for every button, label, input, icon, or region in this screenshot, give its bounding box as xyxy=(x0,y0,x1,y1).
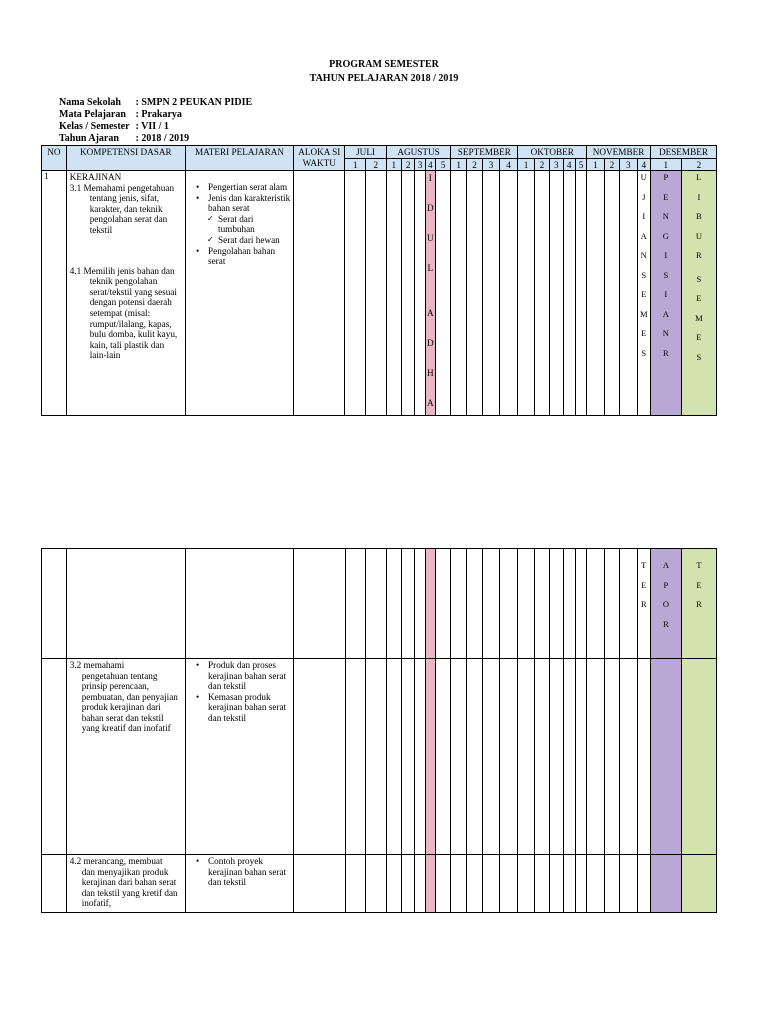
rapor-column: A P O R xyxy=(650,549,681,659)
week-september-4: 4 xyxy=(499,158,518,171)
materi-subitem: ✓ Serat dari tumbuhan xyxy=(188,214,291,235)
header-no: NO xyxy=(42,146,67,171)
week-november-1: 1 xyxy=(587,158,604,171)
week-oktober-1: 1 xyxy=(518,158,534,171)
materi-item: • Produk dan proses kerajinan bahan serat dan tekstil xyxy=(188,660,291,692)
week-oktober-4: 4 xyxy=(563,158,575,171)
materi-cell xyxy=(186,171,294,416)
info-year: Tahun Ajaran : 2018 / 2019 xyxy=(59,133,190,144)
materi-item: • Kemasan produk kerajinan bahan serat dan tekstil xyxy=(188,692,291,724)
week-agustus-4: 4 xyxy=(425,158,435,171)
week-juli-1: 1 xyxy=(345,158,366,171)
header-alokasi: ALOKA SI WAKTU xyxy=(294,146,345,171)
week-september-2: 2 xyxy=(466,158,482,171)
kd-3-1: 3.1 Memahami pengetahuan tentang jenis, sifat, karakter, dan teknik pengolahan serat dan tekstil xyxy=(69,182,175,236)
materi-item: • Pengertian serat alam xyxy=(188,182,291,193)
page-title: PROGRAM SEMESTER xyxy=(329,59,439,70)
week-november-4: 4 xyxy=(637,158,650,171)
header-materi: MATERI PELAJARAN xyxy=(186,146,294,171)
materi-item: • Pengolahan bahan serat xyxy=(188,246,291,267)
kd-4-1: 4.1 Memilih jenis bahan dan teknik pengolahan serat/tekstil yang sesuai dengan potensi daerah setempat (misal: rumput/ilalang, kapas, bulu domba, kulit kayu, kain, tali plastik dan lain-lain xyxy=(69,265,178,361)
week-desember-2: 2 xyxy=(681,158,716,171)
materi-cell xyxy=(186,855,294,913)
kd-4-2: 4.2 merancang, membuat dan menyajikan produk kerajinan dari bahan serat dan tekstil yang kretif dan inofatif, xyxy=(66,855,185,913)
week-september-3: 3 xyxy=(483,158,499,171)
kompetensi-dasar-cell xyxy=(66,171,185,416)
table-row xyxy=(42,855,717,913)
week-agustus-3: 3 xyxy=(415,158,425,171)
week-september-1: 1 xyxy=(451,158,466,171)
week-november-3: 3 xyxy=(620,158,637,171)
kd-3-2: 3.2 memahami pengetahuan tentang prinsip perencaan, pembuatan, dan penyajian produk kerajinan dari bahan serat dan tekstil yang kreatif dan inofatif xyxy=(66,659,185,855)
month-agustus: AGUSTUS xyxy=(386,146,451,159)
schedule-table-top xyxy=(41,145,717,416)
week-oktober-3: 3 xyxy=(550,158,563,171)
table-row xyxy=(42,171,717,416)
info-subject: Mata Pelajaran : Prakarya xyxy=(59,109,182,120)
table-row xyxy=(42,549,717,659)
ujian-semester-column: U J I A N S E M E S xyxy=(637,171,650,416)
info-class: Kelas / Semester : VII / 1 xyxy=(59,121,169,132)
week-november-2: 2 xyxy=(604,158,619,171)
idul-adha-column: I D U L A D H A xyxy=(425,171,435,416)
libur-continued-column: T E R xyxy=(681,549,716,659)
month-desember: DESEMBER xyxy=(650,146,716,159)
table-row xyxy=(42,659,717,855)
header-kompetensi-dasar: KOMPETENSI DASAR xyxy=(66,146,185,171)
week-oktober-2: 2 xyxy=(534,158,549,171)
page-subtitle: TAHUN PELAJARAN 2018 / 2019 xyxy=(309,73,459,84)
schedule-table-bottom xyxy=(41,548,717,913)
materi-item: • Jenis dan karakteristik bahan serat xyxy=(188,193,291,214)
week-juli-2: 2 xyxy=(366,158,387,171)
row-number: 1 xyxy=(42,171,67,416)
month-november: NOVEMBER xyxy=(587,146,651,159)
week-agustus-2: 2 xyxy=(402,158,415,171)
month-september: SEPTEMBER xyxy=(451,146,518,159)
pengisian-rapor-column: P E N G I S I A N R xyxy=(650,171,681,416)
month-oktober: OKTOBER xyxy=(518,146,587,159)
month-juli: JULI xyxy=(345,146,386,159)
section-title: KERAJINAN xyxy=(69,172,122,183)
materi-cell xyxy=(186,659,294,855)
week-oktober-5: 5 xyxy=(575,158,586,171)
week-agustus-5: 5 xyxy=(435,158,450,171)
week-agustus-1: 1 xyxy=(386,158,401,171)
materi-item: • Contoh proyek kerajinan bahan serat dan tekstil xyxy=(188,856,291,888)
info-school: Nama Sekolah : SMPN 2 PEUKAN PIDIE xyxy=(59,97,253,108)
alokasi-cell xyxy=(294,171,345,416)
ujian-continued-column: T E R xyxy=(637,549,650,659)
week-desember-1: 1 xyxy=(650,158,681,171)
libur-semester-column: L I B U R S E M E S xyxy=(681,171,716,416)
materi-subitem: ✓ Serat dari hewan xyxy=(188,235,291,246)
